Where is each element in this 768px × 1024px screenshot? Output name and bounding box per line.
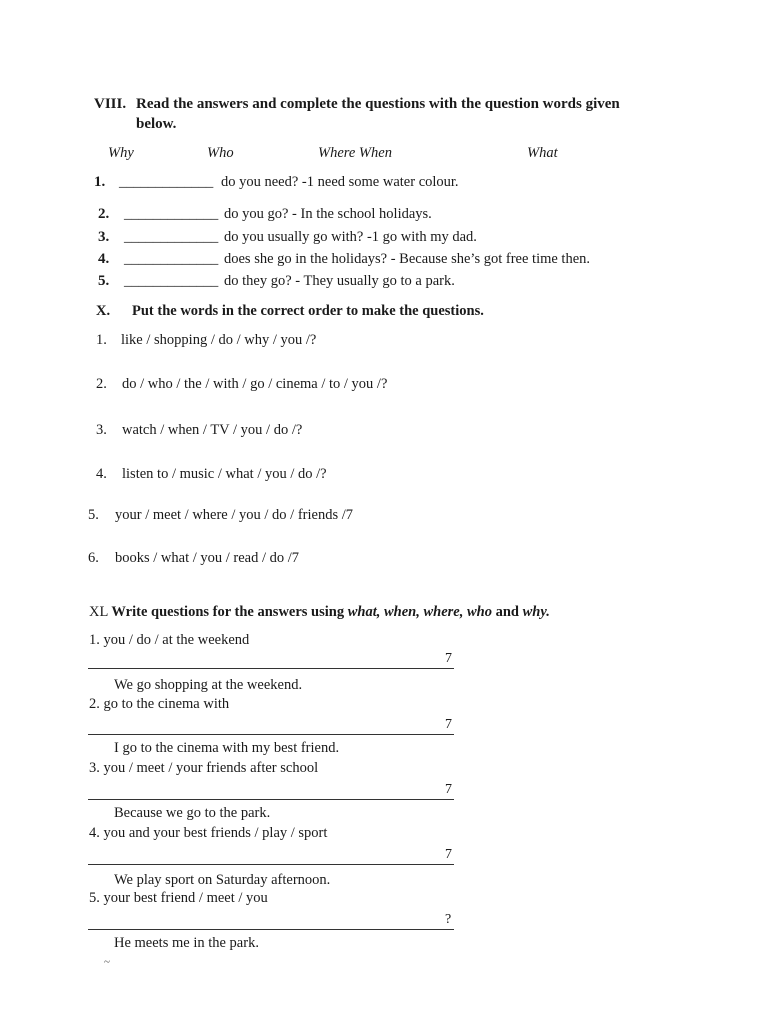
item-prompt: 2. go to the cinema with — [89, 696, 230, 712]
item-answer: We go shopping at the weekend. — [114, 677, 303, 693]
item-answer: We play sport on Saturday afternoon. — [114, 872, 331, 888]
item-number: 2. — [98, 206, 110, 222]
answer-blank[interactable]: _____________ — [124, 251, 219, 267]
item-number: 1. — [94, 174, 106, 190]
question-word-where-when: Where When — [318, 145, 392, 161]
item-number: 6. — [88, 550, 99, 566]
section-11-title-words: what, when, where, who — [347, 604, 492, 620]
item-text: do you usually go with? -1 go with my dad. — [224, 229, 477, 245]
end-mark: ? — [445, 912, 452, 927]
item-number: 4. — [96, 466, 107, 482]
question-word-why: Why — [108, 145, 134, 161]
item-text: do they go? - They usually go to a park. — [224, 273, 455, 289]
section-11-title-why: why. — [522, 604, 550, 620]
section-8-number: VIII. — [94, 96, 127, 112]
item-text: watch / when / TV / you / do /? — [122, 422, 303, 438]
end-mark: 7 — [445, 782, 452, 797]
answer-line[interactable] — [88, 929, 454, 930]
item-text: listen to / music / what / you / do /? — [122, 466, 327, 482]
item-prompt: 1. you / do / at the weekend — [89, 632, 250, 648]
item-number: 1. — [96, 332, 107, 348]
item-text: do you go? - In the school holidays. — [224, 206, 432, 222]
answer-blank[interactable]: _____________ — [124, 206, 219, 222]
question-word-who: Who — [207, 145, 234, 161]
section-11-heading — [89, 604, 550, 621]
section-11-title-and: and — [491, 604, 523, 620]
answer-line[interactable] — [88, 734, 454, 735]
item-text: books / what / you / read / do /7 — [115, 550, 300, 566]
item-answer: Because we go to the park. — [114, 805, 271, 821]
item-text: like / shopping / do / why / you /? — [121, 332, 317, 348]
item-number: 2. — [96, 376, 107, 392]
item-answer: I go to the cinema with my best friend. — [114, 740, 340, 756]
end-mark: 7 — [445, 847, 452, 862]
answer-blank[interactable]: _____________ — [119, 174, 214, 190]
answer-line[interactable] — [88, 864, 454, 865]
item-text: do / who / the / with / go / cinema / to / you /? — [122, 376, 388, 392]
section-10-title: Put the words in the correct order to make the questions. — [132, 303, 484, 319]
item-number: 4. — [98, 251, 110, 267]
item-prompt: 5. your best friend / meet / you — [89, 890, 268, 906]
section-11-number: XL — [89, 604, 108, 620]
item-number: 3. — [96, 422, 107, 438]
item-text: does she go in the holidays? - Because she’s got free time then. — [224, 251, 591, 267]
question-word-what: What — [527, 145, 558, 161]
item-number: 5. — [88, 507, 99, 523]
answer-line[interactable] — [88, 668, 454, 669]
item-text: do you need? -1 need some water colour. — [221, 174, 459, 190]
answer-blank[interactable]: _____________ — [124, 273, 219, 289]
item-number: 5. — [98, 273, 110, 289]
item-answer: He meets me in the park. — [114, 935, 259, 951]
section-10-number: X. — [96, 303, 111, 319]
end-mark: 7 — [445, 717, 452, 732]
section-11-title-prefix: Write questions for the answers using — [111, 604, 348, 620]
section-8-title-line1: Read the answers and complete the questions with the question words given — [136, 96, 620, 112]
end-mark: 7 — [445, 651, 452, 666]
answer-line[interactable] — [88, 799, 454, 800]
item-prompt: 4. you and your best friends / play / sport — [89, 825, 328, 841]
trailing-mark: ~ — [104, 956, 110, 968]
item-text: your / meet / where / you / do / friends /7 — [115, 507, 353, 523]
section-8-title-line2: below. — [136, 116, 177, 132]
item-prompt: 3. you / meet / your friends after school — [89, 760, 319, 776]
item-number: 3. — [98, 229, 110, 245]
answer-blank[interactable]: _____________ — [124, 229, 219, 245]
